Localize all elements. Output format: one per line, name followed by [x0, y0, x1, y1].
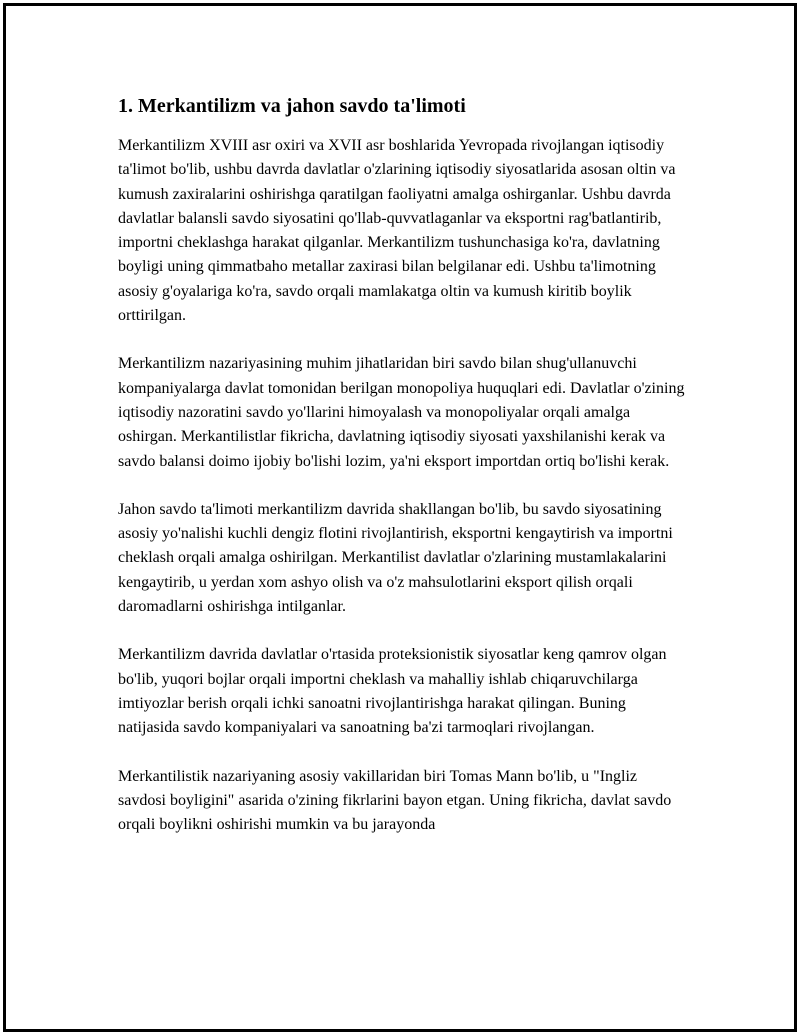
- paragraph-2: Merkantilizm nazariyasining muhim jihatlaridan biri savdo bilan shug'ullanuvchi kompaniyalarga davlat tomonidan berilgan monopoliya huquqlari edi. Davlatlar o'zining iqtisodiy nazoratini savdo yo'llarini himoyalash va monopoliyalar orqali amalga oshirgan. Merkantilistlar fikricha, davlatning iqtisodiy siyosati yaxshilanishi kerak va savdo balansi doimo ijobiy bo'lishi lozim, ya'ni eksport importdan ortiq bo'lishi kerak.: [118, 355, 685, 470]
- paragraph-4: Merkantilizm davrida davlatlar o'rtasida proteksionistik siyosatlar keng qamrov olgan bo'lib, yuqori bojlar orqali importni cheklash va mahalliy ishlab chiqaruvchilarga imtiyozlar berish orqali ichki sanoatni rivojlantirishga harakat qilingan. Buning natijasida savdo kompaniyalari va sanoatning ba'zi tarmoqlari rivojlangan.: [118, 646, 667, 737]
- paragraph-1: Merkantilizm XVIII asr oxiri va XVII asr boshlarida Yevropada rivojlangan iqtisodiy ta'limot bo'lib, ushbu davrda davlatlar o'zlarining iqtisodiy siyosatlarida asosan oltin va kumush zaxiralarini oshirishga qaratilgan faoliyatni amalga oshirganlar. Ushbu davrda davlatlar balansli savdo siyosatini qo'llab-quvvatlaganlar va eksportni rag'batlantirib, importni cheklashga harakat qilganlar. Merkantilizm tushunchasiga ko'ra, davlatning boyligi uning qimmatbaho metallar zaxirasi bilan belgilanar edi. Ushbu ta'limotning asosiy g'oyalariga ko'ra, savdo orqali mamlakatga oltin va kumush kiritib boylik orttirilgan.: [118, 137, 676, 325]
- paragraph-3: Jahon savdo ta'limoti merkantilizm davrida shakllangan bo'lib, bu savdo siyosatining asosiy yo'nalishi kuchli dengiz flotini rivojlantirish, eksportni kengaytirish va importni cheklash orqali amalga oshirilgan. Merkantilist davlatlar o'zlarining mustamlakalarini kengaytirib, u yerdan xom ashyo olish va o'z mahsulotlarini eksport qilish orqali daromadlarni oshirishga intilganlar.: [118, 500, 673, 616]
- paragraph-5: Merkantilistik nazariyaning asosiy vakillaridan biri Tomas Mann bo'lib, u "Ingliz savdosi boyligini" asarida o'zining fikrlarini bayon etgan. Uning fikricha, davlat savdo orqali boylikni oshirishi mumkin va bu jarayonda: [118, 767, 672, 834]
- section-title: 1. Merkantilizm va jahon savdo ta'limoti: [118, 95, 466, 117]
- document-body: [118, 94, 688, 837]
